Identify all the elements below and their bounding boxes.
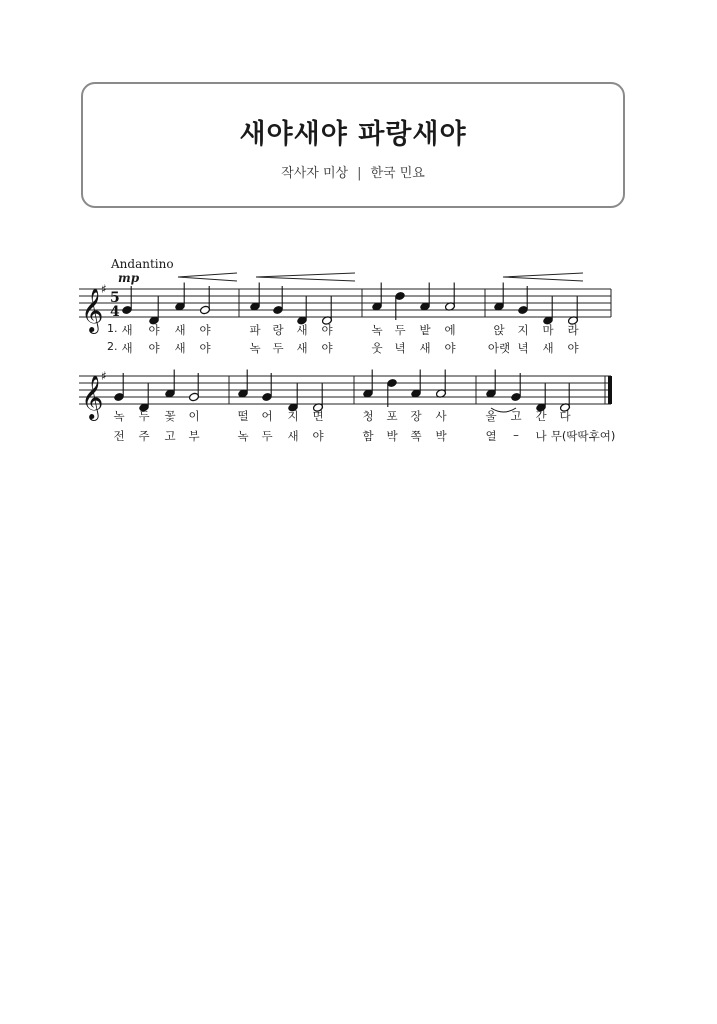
treble-clef-icon: 𝄞 [81, 288, 104, 332]
lyric-syllable: 마 [542, 323, 554, 337]
lyric-syllable: 간 [535, 409, 547, 423]
crescendo-hairpin [178, 273, 237, 281]
lyric-syllable: 울 [485, 409, 497, 423]
key-signature-sharp-icon: ♯ [101, 282, 107, 296]
lyric-syllable: 새 [542, 341, 554, 355]
crescendo-hairpin [256, 273, 355, 281]
time-signature-bottom: 4 [110, 304, 120, 320]
lyric-syllable: 파 [249, 323, 261, 337]
lyric-syllable: 새 [287, 429, 299, 443]
lyric-syllable: 장 [410, 409, 422, 423]
lyric-syllable: 사 [435, 409, 447, 423]
lyric-syllable: 밭 [419, 323, 431, 337]
lyric-syllable: 꽃 [164, 409, 176, 423]
lyric-syllable: 야 [567, 341, 579, 355]
lyric-syllable: 녹 [237, 429, 249, 443]
lyric-syllable: 에 [444, 323, 456, 337]
lyric-syllable: 녹 [113, 409, 125, 423]
lyric-syllable: 새 [121, 323, 133, 337]
lyric-syllable: 쪽 [410, 429, 422, 443]
lyric-syllable: 무(딱딱후여) [550, 429, 616, 443]
lyric-syllable: 청 [362, 409, 374, 423]
lyric-syllable: 녁 [394, 341, 406, 355]
lyric-syllable: 야 [444, 341, 456, 355]
lyric-syllable: 아랫 [487, 341, 511, 355]
lyric-syllable: 라 [567, 323, 579, 337]
tempo-marking: Andantino [111, 257, 174, 271]
lyric-syllable: 녹 [371, 323, 383, 337]
lyric-syllable: 웃 [371, 341, 383, 355]
time-signature-top: 5 [110, 290, 120, 306]
lyric-syllable: 녹 [249, 341, 261, 355]
lyric-syllable: 새 [296, 341, 308, 355]
lyric-syllable: 어 [261, 409, 273, 423]
song-title: 새야새야 파랑새야 [239, 119, 467, 150]
lyric-syllable: 새 [296, 323, 308, 337]
lyric-syllable: 야 [148, 323, 160, 337]
lyric-syllable: 랑 [272, 323, 284, 337]
lyric-syllable: 열 [485, 429, 497, 443]
lyric-syllable: 야 [148, 341, 160, 355]
lyric-syllable: 새 [121, 341, 133, 355]
lyric-syllable: 지 [287, 409, 299, 423]
lyric-syllable: 야 [321, 323, 333, 337]
composer-label: 한국 민요 [370, 166, 425, 181]
lyric-syllable: 포 [386, 409, 398, 423]
final-barline-thick [608, 376, 612, 404]
lyric-syllable: 두 [272, 341, 284, 355]
lyric-syllable: 주 [138, 429, 150, 443]
treble-clef-icon: 𝄞 [81, 375, 104, 419]
lyric-syllable: 면 [312, 409, 324, 423]
lyric-syllable: 두 [394, 323, 406, 337]
lyric-syllable: 녁 [517, 341, 529, 355]
lyric-syllable: 새 [419, 341, 431, 355]
lyric-syllable: 지 [517, 323, 529, 337]
lyric-syllable: 야 [312, 429, 324, 443]
lyric-syllable: 앉 [493, 323, 505, 337]
verse-number: 2. [107, 340, 118, 353]
lyric-syllable: 박 [386, 429, 398, 443]
dynamic-marking: mp [118, 271, 140, 285]
lyric-syllable: 함 [362, 429, 374, 443]
lyric-syllable: 부 [188, 429, 200, 443]
lyric-syllable: 박 [435, 429, 447, 443]
lyric-syllable: 야 [321, 341, 333, 355]
lyric-syllable: 야 [199, 341, 211, 355]
lyric-syllable: 두 [138, 409, 150, 423]
staff-system-2 [79, 369, 612, 421]
lyric-syllable: 전 [113, 429, 125, 443]
lyric-syllable: 나 [535, 429, 547, 443]
lyric-syllable: 새 [174, 341, 186, 355]
lyric-syllable: 다 [559, 409, 571, 423]
key-signature-sharp-icon: ♯ [101, 369, 107, 383]
lyric-syllable: 새 [174, 323, 186, 337]
verse-number: 1. [107, 322, 118, 335]
lyric-syllable: 떨 [237, 409, 249, 423]
lyric-syllable: 고 [164, 429, 176, 443]
lyric-syllable: 야 [199, 323, 211, 337]
crescendo-hairpin [503, 273, 583, 281]
lyric-syllable: 두 [261, 429, 273, 443]
lyric-syllable: 고 [510, 409, 522, 423]
lyric-syllable: 이 [188, 409, 200, 423]
lyric-syllable: – [513, 428, 519, 442]
lyricist-label: 작사자 미상 [281, 166, 349, 181]
credits-separator: | [357, 166, 362, 181]
